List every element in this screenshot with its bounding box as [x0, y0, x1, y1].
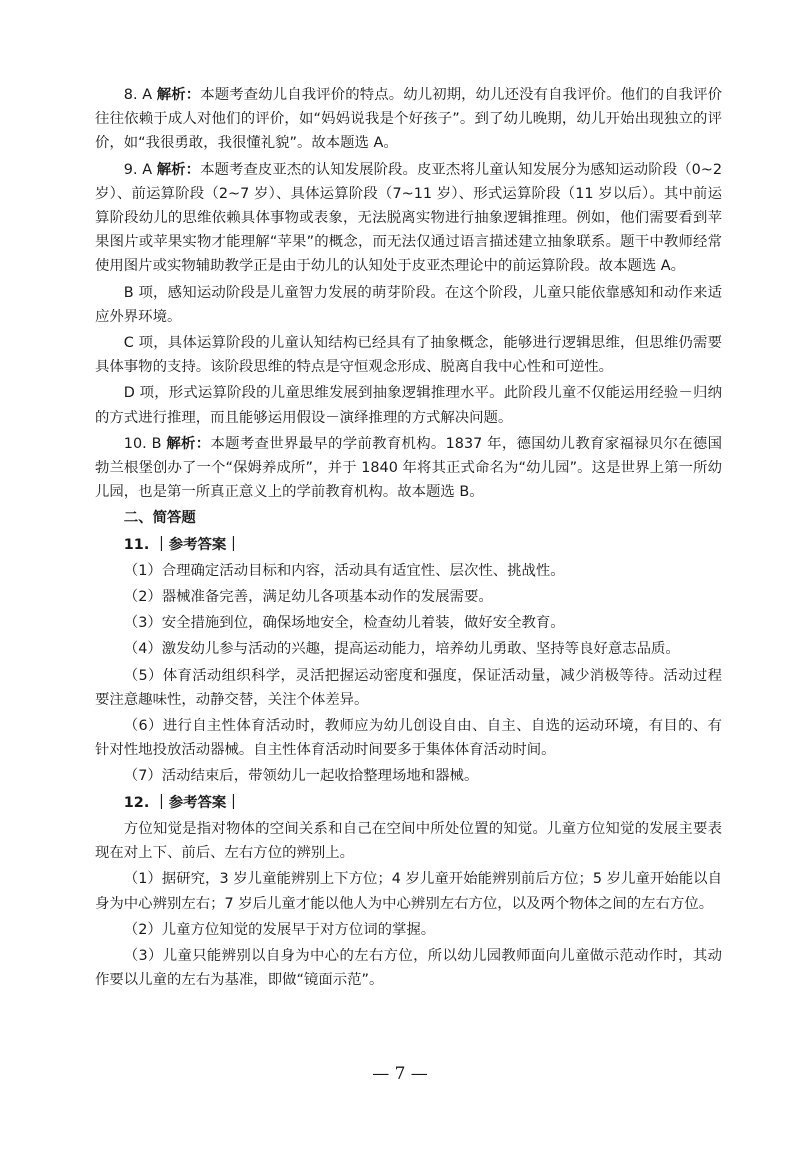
- q11-header: 11. ｜参考答案｜: [123, 536, 241, 553]
- q9-answer: A: [142, 161, 153, 178]
- q12-intro: 方位知觉是指对物体的空间关系和自己在空间中所处位置的知觉。儿童方位知觉的发展主要表现在对上下、前后、左右方位的辨别上。: [95, 820, 722, 862]
- q12-item-2: （2）儿童方位知觉的发展早于对方位词的掌握。: [123, 921, 436, 938]
- q9-option-c: C 项，具体运算阶段的儿童认知结构已经具有了抽象概念，能够进行逻辑思维，但思维仍需要具体事物的支持。该阶段思维的特点是守恒观念形成、脱离自我中心性和可逆性。: [95, 335, 722, 376]
- q11-item-6: （6）进行自主性体育活动时，教师应为幼儿创设自由、自主、自选的运动环境，有目的、有针对性地投放活动器械。自主性体育活动时间要多于集体体育活动时间。: [95, 718, 722, 759]
- q11-item-1: （1）合理确定活动目标和内容，活动具有适宜性、层次性、挑战性。: [123, 562, 565, 579]
- q12-header: 12. ｜参考答案｜: [123, 794, 241, 811]
- section-title: 二、简答题: [123, 510, 196, 527]
- q11-item-5: （5）体育活动组织科学，灵活把握运动密度和强度，保证活动量，减少消极等待。活动过程要注意趣味性，动静交替，关注个体差异。: [95, 667, 722, 708]
- q11-item-7: （7）活动结束后，带领幼儿一起收拾整理场地和器械。: [123, 768, 479, 785]
- q9-analysis-text: 本题考查皮亚杰的认知发展阶段。皮亚杰将儿童认知发展分为感知运动阶段（0~2 岁）、前运算阶段（2~7 岁）、具体运算阶段（7~11 岁）、形式运算阶段（11 岁以后）。其中前运算阶段幼儿的思维依赖具体事物或表象，无法脱离实物进行抽象逻辑推理。例如，他们需要看到苹果图片或苹果实物才能理解“苹果”的概念，而无法仅通过语言描述建立抽象联系。题干中教师经常使用图片或实物辅助教学正是由于幼儿的认知处于皮亚杰理论中的前运算阶段。故本题选 A。: [95, 161, 723, 275]
- q11-item-4: （4）激发幼儿参与活动的兴趣，提高运动能力，培养幼儿勇敢、坚持等良好意志品质。: [123, 641, 680, 658]
- q12-item-3: （3）儿童只能辨别以自身为中心的左右方位，所以幼儿园教师面向儿童做示范动作时，其动作要以儿童的左右为基准，即做“镜面示范”。: [95, 947, 722, 989]
- q9-number: 9.: [123, 161, 138, 178]
- q8-answer: A: [142, 87, 153, 103]
- q10-analysis-label: 解析：: [166, 435, 211, 452]
- q9-option-d: D 项，形式运算阶段的儿童思维发展到抽象逻辑推理水平。此阶段儿童不仅能运用经验－归纳的方式进行推理，而且能够运用假设－演绎推理的方式解决问题。: [95, 385, 722, 426]
- q8-number: 8.: [123, 87, 138, 103]
- q10-answer: B: [151, 435, 162, 452]
- q9-analysis-label: 解析：: [156, 161, 201, 178]
- q11-item-3: （3）安全措施到位，确保场地安全，检查幼儿着装，做好安全教育。: [123, 615, 565, 632]
- q8-analysis-label: 解析：: [156, 87, 201, 103]
- q11-item-2: （2）器械准备完善，满足幼儿各项基本动作的发展需要。: [123, 589, 493, 606]
- q10-paragraph: [95, 432, 722, 505]
- q8-paragraph: [95, 83, 722, 156]
- q10-analysis-text: 本题考查世界最早的学前教育机构。1837 年，德国幼儿教育家福禄贝尔在德国勃兰根堡创办了一个“保姆养成所”，并于 1840 年将其正式命名为“幼儿园”。这是世界上第一所幼儿园，也是第一所真正意义上的学前教育机构。故本题选 B。: [95, 435, 723, 501]
- q9-paragraph: [95, 158, 722, 279]
- q9-option-b: B 项，感知运动阶段是儿童智力发展的萌芽阶段。在这个阶段，儿童只能依靠感知和动作来适应外界环境。: [95, 284, 722, 325]
- q10-number: 10.: [123, 435, 147, 452]
- q12-item-1: （1）据研究，3 岁儿童能辨别上下方位；4 岁儿童开始能辨别前后方位；5 岁儿童开始能以自身为中心辨别左右；7 岁后儿童才能以他人为中心辨别左右方位，以及两个物体之间的左右方位。: [95, 871, 722, 912]
- page-number: — 7 —: [372, 1064, 428, 1084]
- q8-analysis-text: 本题考查幼儿自我评价的特点。幼儿初期，幼儿还没有自我评价。他们的自我评价往往依赖于成人对他们的评价，如“妈妈说我是个好孩子”。到了幼儿晚期，幼儿开始出现独立的评价，如“我很勇敢，我很懂礼貌”。故本题选 A。: [95, 87, 722, 152]
